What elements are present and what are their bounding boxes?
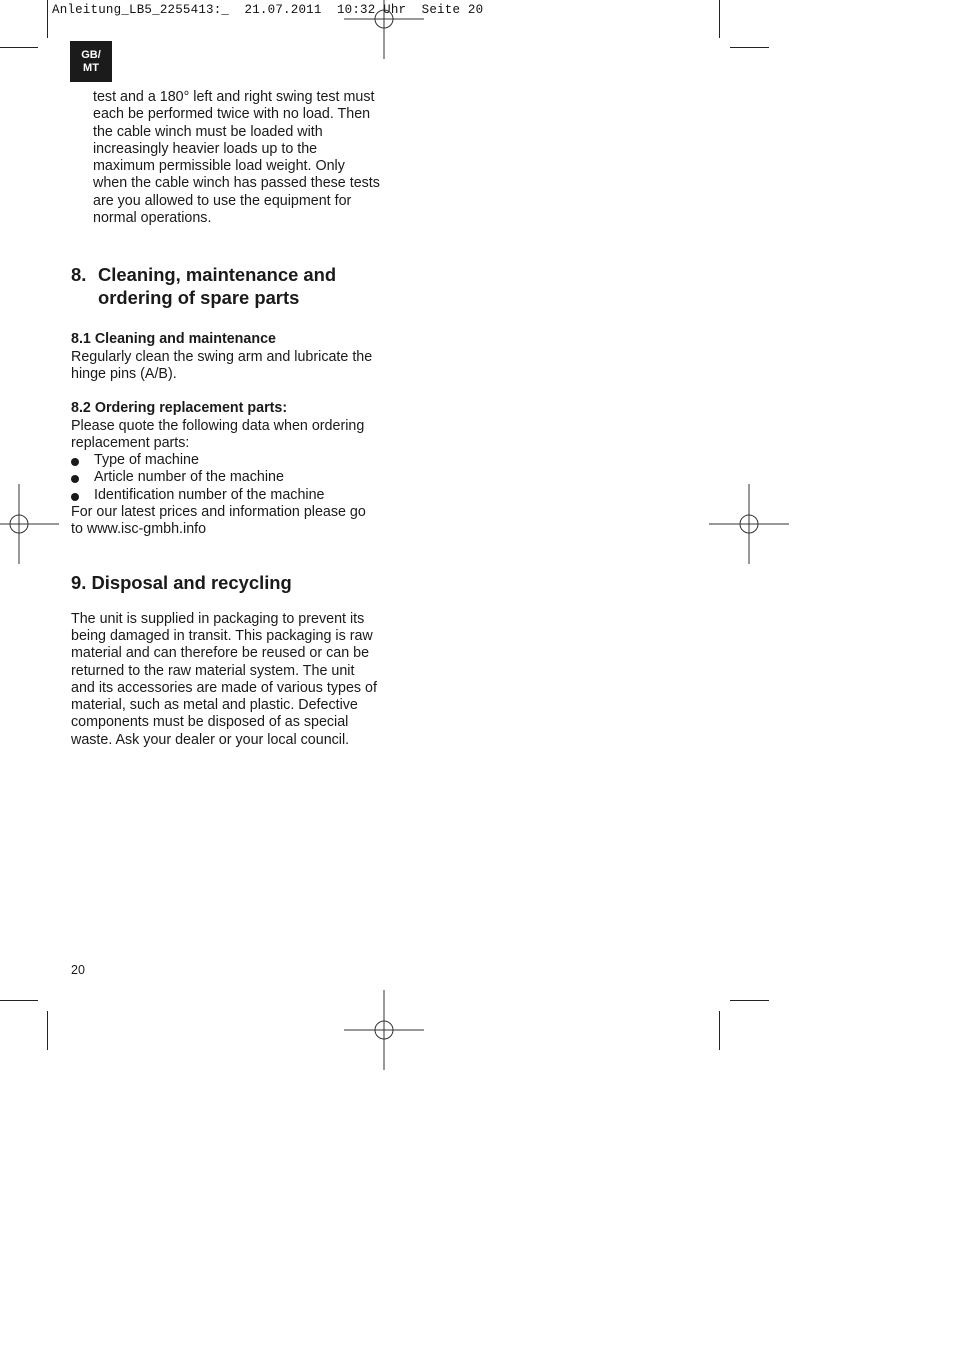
page-number: 20 [71,963,85,977]
subsection-8-2-outro: For our latest prices and information please go to www.isc-gmbh.info [71,504,366,538]
list-item-text: Type of machine [94,452,199,469]
registration-mark-top [344,0,424,59]
subsection-8-1-text: Regularly clean the swing arm and lubricate the hinge pins (A/B). [71,348,373,382]
section-8-heading [71,263,381,309]
bullet-icon [71,469,94,486]
registration-mark-bottom [344,990,424,1070]
section-8-number: 8. [71,264,87,286]
subsection-8-2-intro: Please quote the following data when ordering replacement parts: [71,417,365,451]
subsection-8-1-heading: 8.1 Cleaning and maintenance [71,331,276,348]
crop-mark [0,47,38,48]
bullet-icon [71,452,94,469]
section-8-title: Cleaning, maintenance and ordering of spare parts [98,264,337,309]
subsection-8-2-heading: 8.2 Ordering replacement parts: [71,400,288,417]
section-9-heading: 9. Disposal and recycling [71,571,292,593]
crop-mark [719,0,720,38]
crop-mark [719,1011,720,1050]
registration-mark-right [709,484,789,564]
crop-mark [0,1000,38,1001]
section-9-text: The unit is supplied in packaging to prevent its being damaged in transit. This packaging is raw material and can therefore be reused or can be returned to the raw material system. The unit and its accessories are made of various types of material, such as metal and plastic. Defective components must be disposed of as special waste. Ask your dealer or your local council. [71,610,377,748]
list-item [71,487,381,504]
bullet-icon [71,487,94,504]
text-column [71,89,381,749]
list-item [71,452,381,469]
language-badge [70,41,112,82]
crop-mark [47,0,48,38]
registration-mark-left [0,484,59,564]
print-slug-header: Anleitung_LB5_2255413:_ 21.07.2011 10:32 Uhr Seite 20 [52,3,484,17]
crop-mark [730,47,769,48]
language-badge-line1: GB/ [81,48,101,61]
parts-data-list [71,452,381,504]
list-item [71,469,381,486]
language-badge-line2: MT [83,61,99,74]
crop-mark [47,1011,48,1050]
list-item-text: Article number of the machine [94,469,284,486]
crop-mark [730,1000,769,1001]
continuation-paragraph: test and a 180° left and right swing test must each be performed twice with no load. Then the cable winch must be loaded with increasingly heavier loads up to the maximum permissible load weight. Only when the cable winch has passed these tests are you allowed to use the equipment for normal operations. [93,89,380,227]
list-item-text: Identification number of the machine [94,486,325,503]
